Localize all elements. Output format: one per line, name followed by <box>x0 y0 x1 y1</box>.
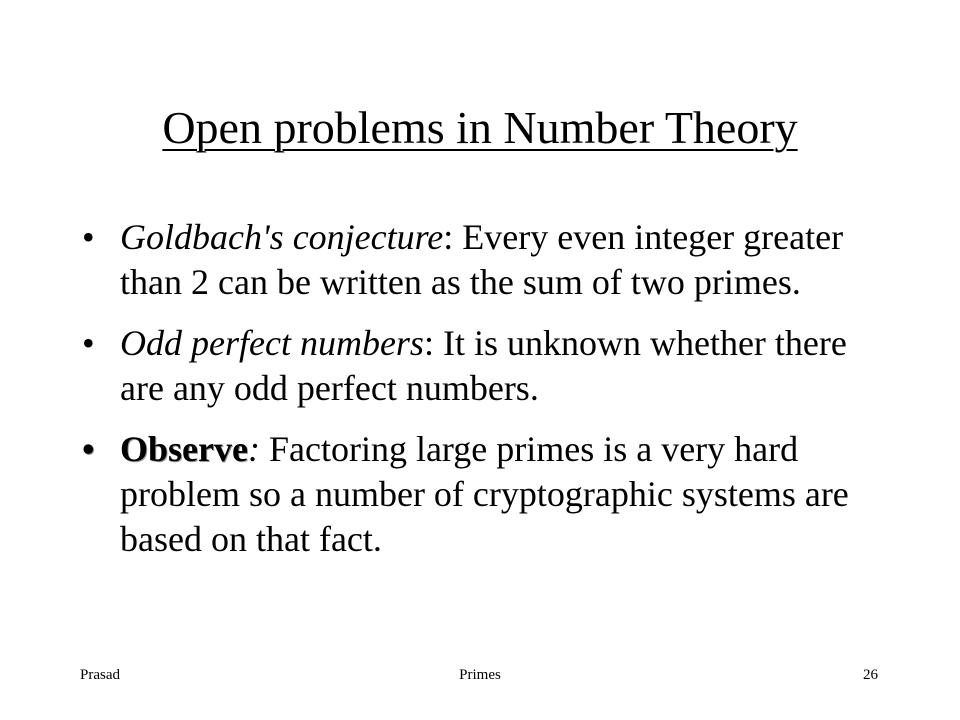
bullet-marker: • <box>82 323 95 363</box>
bullet-odd-perfect <box>80 321 880 411</box>
slide-title: Open problems in Number Theory <box>162 102 798 153</box>
bullet-text: It is unknown whether there are any odd perfect numbers. <box>120 323 847 408</box>
bullet-term: Goldbach's conjecture <box>120 217 444 257</box>
bullet-text: Factoring large primes is a very hard problem so a number of cryptographic systems are based on that fact. <box>120 429 849 559</box>
bullet-term: Odd perfect numbers <box>120 323 424 363</box>
bullet-marker: • <box>82 429 95 469</box>
bullet-separator: : <box>443 217 454 257</box>
bullet-marker: • <box>82 217 95 257</box>
footer-author: Prasad <box>80 667 120 683</box>
bullet-goldbach <box>80 215 880 305</box>
footer-topic: Primes <box>459 667 501 683</box>
bullet-observe <box>80 427 880 562</box>
bullet-separator: : <box>247 429 260 469</box>
bullet-separator: : <box>423 323 434 363</box>
footer-page-number: 26 <box>863 667 878 683</box>
bullet-list <box>80 215 880 578</box>
bullet-term: Observe <box>120 429 248 469</box>
bullet-text: Every even integer greater than 2 can be written as the sum of two primes. <box>120 217 844 302</box>
